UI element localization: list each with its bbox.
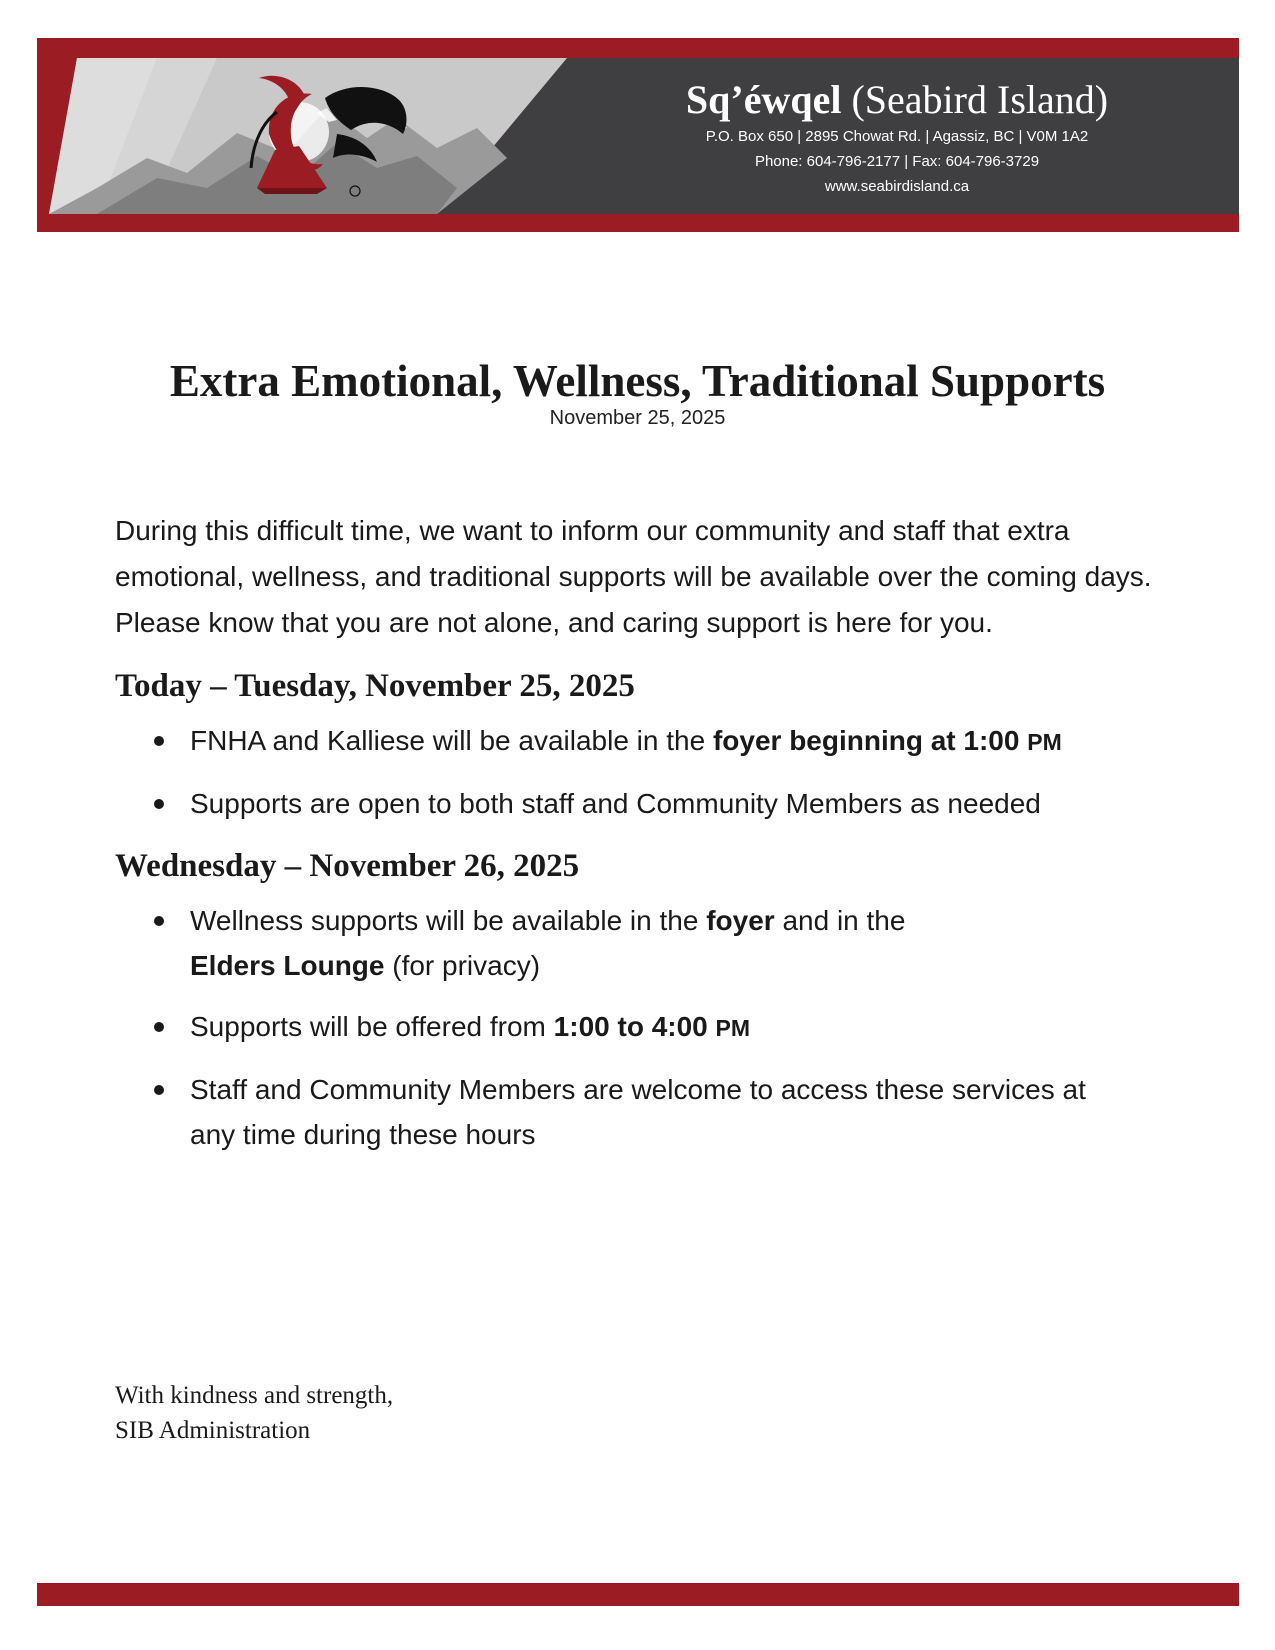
intro-paragraph: During this difficult time, we want to inform our community and staff that extra emotional, wellness, and traditional supports will be available over the coming days. Please know that you are not alone, and caring support is here for you. bbox=[115, 515, 1152, 638]
section-heading-wednesday: Wednesday – November 26, 2025 bbox=[115, 848, 580, 884]
organization-name-primary: Sq’éwqel bbox=[685, 77, 842, 122]
item-text: Supports will be offered from bbox=[190, 1011, 554, 1042]
list-item bbox=[115, 718, 1090, 765]
signoff-closing: With kindness and strength, bbox=[115, 1382, 394, 1409]
website-link[interactable]: www.seabirdisland.ca bbox=[824, 178, 970, 195]
item-emphasis-foyer: foyer bbox=[706, 905, 775, 936]
tuesday-list bbox=[115, 718, 1175, 826]
organization-name bbox=[597, 76, 1197, 124]
document-title: Extra Emotional, Wellness, Traditional Supports bbox=[169, 356, 1106, 406]
item-emphasis: 1:00 to 4:00 bbox=[553, 1011, 716, 1042]
wednesday-list bbox=[115, 898, 1175, 1157]
signoff bbox=[115, 1378, 393, 1448]
item-text: Supports are open to both staff and Community Members as needed bbox=[190, 788, 1041, 819]
item-time-suffix: PM bbox=[715, 1015, 751, 1041]
item-emphasis: foyer beginning at 1:00 bbox=[712, 725, 1028, 756]
bullet-icon bbox=[154, 736, 164, 746]
list-item bbox=[115, 781, 1090, 826]
bullet-icon bbox=[154, 916, 164, 926]
section-heading-tuesday: Today – Tuesday, November 25, 2025 bbox=[115, 668, 635, 704]
list-item bbox=[115, 1004, 1090, 1051]
item-text: Wellness supports will be available in the bbox=[190, 905, 707, 936]
phone-fax: Phone: 604-796-2177 | Fax: 604-796-3729 bbox=[754, 153, 1040, 170]
mailing-address: P.O. Box 650 | 2895 Chowat Rd. | Agassiz, BC | V0M 1A2 bbox=[705, 128, 1089, 145]
item-text: FNHA and Kalliese will be available in the bbox=[190, 725, 713, 756]
bullet-icon bbox=[154, 1085, 164, 1095]
item-text-mid: and in the bbox=[774, 905, 906, 936]
document-date: November 25, 2025 bbox=[549, 407, 726, 429]
bullet-icon bbox=[154, 1022, 164, 1032]
organization-info bbox=[597, 76, 1197, 199]
item-time-suffix: PM bbox=[1027, 729, 1062, 755]
footer-bar bbox=[37, 1583, 1239, 1606]
item-text: Staff and Community Members are welcome to access these services at any time during these hours bbox=[190, 1074, 1086, 1150]
list-item bbox=[115, 898, 1050, 988]
bullet-icon bbox=[154, 799, 164, 809]
organization-name-secondary: (Seabird Island) bbox=[841, 77, 1109, 122]
item-text-post: (for privacy) bbox=[384, 950, 541, 981]
document-body bbox=[115, 508, 1175, 1173]
signoff-signature: SIB Administration bbox=[115, 1417, 311, 1444]
letterhead-banner bbox=[37, 38, 1239, 232]
item-emphasis-lounge: Elders Lounge bbox=[190, 950, 385, 981]
list-item bbox=[115, 1067, 1090, 1157]
